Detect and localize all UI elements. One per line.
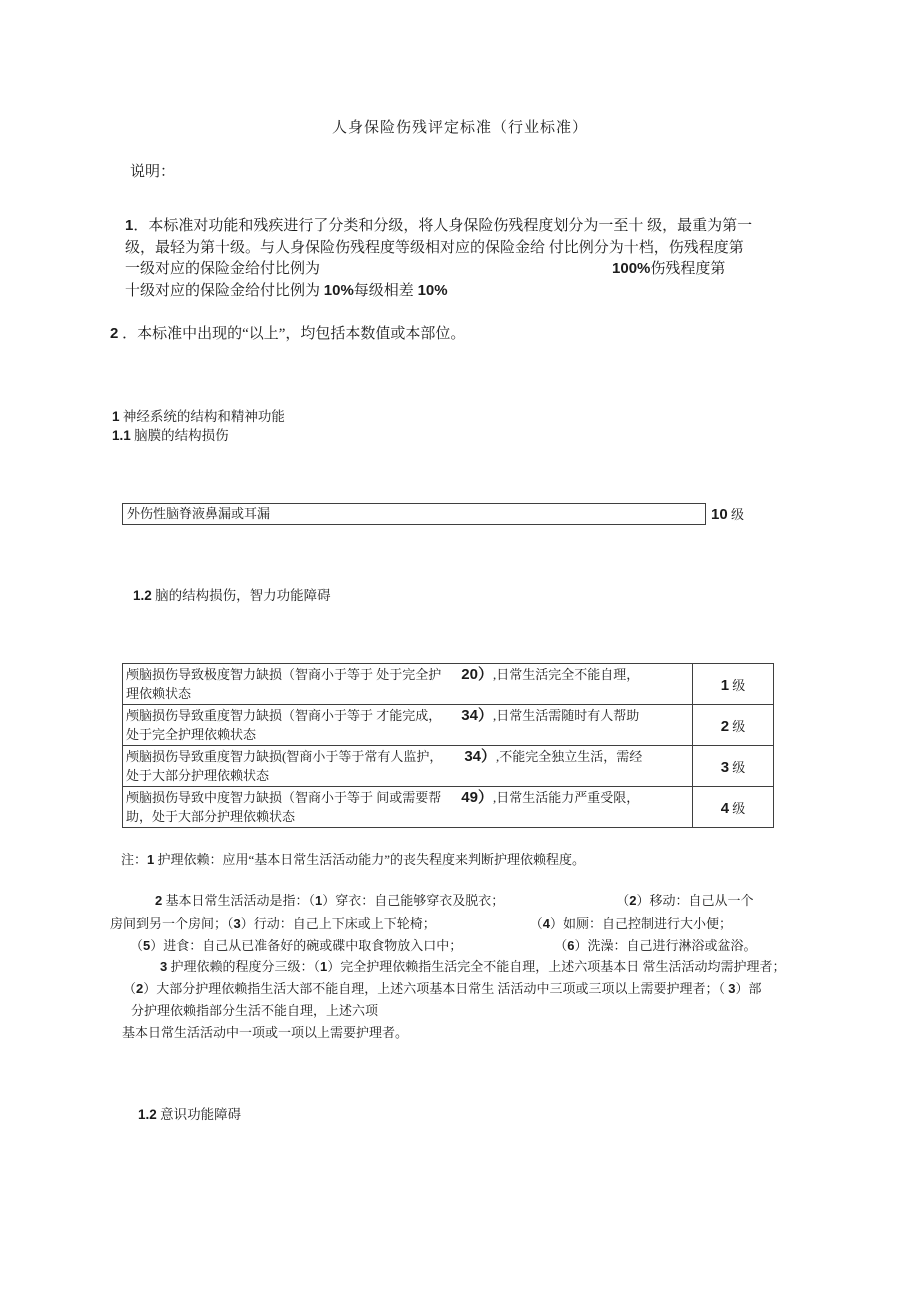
- criteria-box-row: [122, 503, 706, 525]
- paragraph1-line3: 一级对应的保险金给付比例为 100%伤残程度第: [125, 260, 726, 277]
- note-line1: 注：1 护理依赖：应用“基本日常生活活动能力”的丧失程度来判断护理依赖程度。: [121, 852, 586, 867]
- criteria-line2: 理依赖状态: [126, 686, 192, 701]
- table-row: [123, 746, 774, 787]
- grade-cell: 4 级: [693, 787, 774, 828]
- criteria-line1: 颅脑损伤导致极度智力缺损（智商小于等于 处于完全护 20）,日常生活完全不能自理，: [126, 666, 640, 683]
- criteria-line1: 颅脑损伤导致重度智力缺损(智商小于等于常有人监护， 34）,不能完全独立生活，需经: [126, 748, 643, 765]
- disability-grade-table: [122, 663, 774, 828]
- note-line4: （5）进食：自己从已准备好的碗或碟中取食物放入口中； （6）洗澡：自己进行淋浴或盆浴。: [130, 938, 757, 953]
- section-heading-1-1: 1.1 脑膜的结构损伤: [112, 428, 229, 443]
- paragraph1-line2: 级，最轻为第十级。与人身保险伤残程度等级相对应的保险金给 付比例分为十档，伤残程度第: [125, 240, 744, 256]
- note-line2: 2 基本日常生活活动是指：（1）穿衣：自己能够穿衣及脱衣； （2）移动：自己从一个: [155, 893, 754, 908]
- criteria-cell: [123, 746, 693, 787]
- section-heading-1-2b: 1.2 意识功能障碍: [138, 1107, 242, 1122]
- note-line3: 房间到另一个房间；（3）行动：自己上下床或上下轮椅； （4）如厕：自己控制进行大小便；: [110, 916, 733, 931]
- criteria-cell: [123, 664, 693, 705]
- note-line6: （2）大部分护理依赖指生活大部不能自理，上述六项基本日常生 活活动中三项或三项以上需要护理者；（ 3）部: [123, 981, 762, 996]
- criteria-cell: [123, 787, 693, 828]
- paragraph1-line4: 十级对应的保险金给付比例为 10%每级相差 10%: [125, 282, 448, 299]
- criteria-cell: [123, 705, 693, 746]
- grade-cell: 3 级: [693, 746, 774, 787]
- section-heading-1: 1 神经系统的结构和精神功能: [112, 409, 285, 424]
- criteria-line2: 助，处于大部分护理依赖状态: [126, 809, 296, 824]
- criteria-text: 外伤性脑脊液鼻漏或耳漏: [127, 506, 271, 521]
- table-row: [123, 705, 774, 746]
- grade-label-10: 10 级: [711, 506, 744, 523]
- criteria-line1: 颅脑损伤导致重度智力缺损（智商小于等于 才能完成， 34）,日常生活需随时有人帮助: [126, 707, 640, 724]
- paragraph2: 2 ．本标准中出现的“以上”，均包括本数值或本部位。: [110, 325, 466, 342]
- table-row: [123, 664, 774, 705]
- note-line5: 3 护理依赖的程度分三级：（1）完全护理依赖指生活完全不能自理，上述六项基本日 常生活活动均需护理者；: [160, 959, 786, 974]
- intro-label: 说明：: [130, 164, 176, 180]
- note-line8: 基本日常生活活动中一项或一项以上需要护理者。: [122, 1025, 409, 1040]
- grade-cell: 2 级: [693, 705, 774, 746]
- criteria-line1: 颅脑损伤导致中度智力缺损（智商小于等于 间或需要帮 49）,日常生活能力严重受限，: [126, 789, 640, 806]
- criteria-line2: 处于大部分护理依赖状态: [126, 768, 270, 783]
- section-heading-1-2: 1.2 脑的结构损伤，智力功能障碍: [133, 588, 331, 603]
- paragraph1-line1: 1．本标准对功能和残疾进行了分类和分级，将人身保险伤残程度划分为一至十 级，最重为第一: [125, 217, 753, 234]
- document-title: 人身保险伤残评定标准（行业标准）: [331, 120, 588, 136]
- criteria-line2: 处于完全护理依赖状态: [126, 727, 257, 742]
- table-row: [123, 787, 774, 828]
- note-line7: 分护理依赖指部分生活不能自理，上述六项: [131, 1003, 379, 1018]
- grade-cell: 1 级: [693, 664, 774, 705]
